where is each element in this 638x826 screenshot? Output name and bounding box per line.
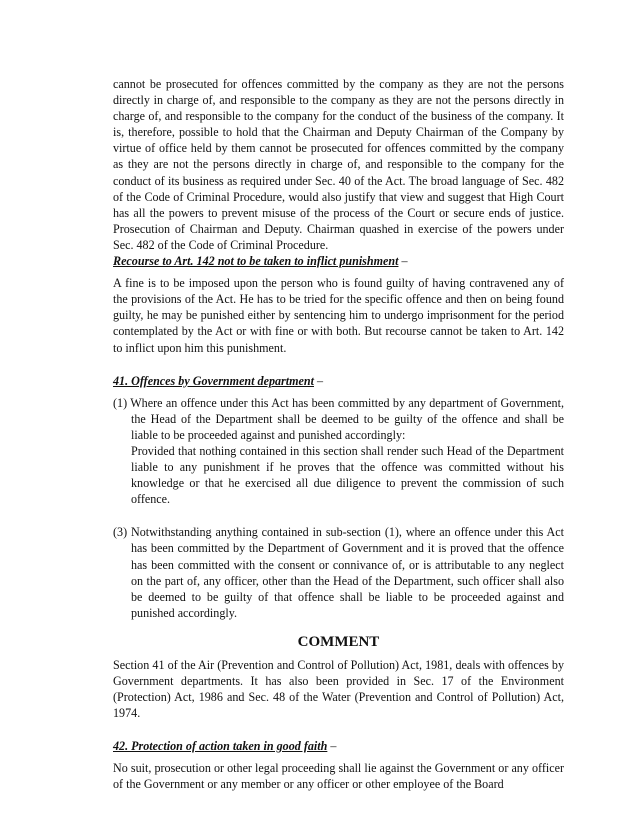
heading-dash: – bbox=[401, 254, 408, 269]
section-41-item-3: (3) Notwithstanding anything contained in sub-section (1), where an offence under this Act has been committed by the Department of Government and it is proved that the offence has been committed with the consent or connivance of, or is attributable to any neglect on the part of, any officer, other than the Head of the Department, such officer shall also be deemed to be guilty of that offence shall be liable to be proceeded against and punished accordingly. bbox=[113, 525, 564, 620]
heading-section-41-text: 41. Offences by Government department bbox=[113, 373, 314, 388]
heading-section-42 bbox=[113, 738, 564, 754]
heading-section-41 bbox=[113, 373, 564, 389]
section-41-item-1: (1) Where an offence under this Act has been committed by any department of Government, the Head of the Department shall be deemed to be guilty of the offence and shall be liable to be proceeded against and punished accordingly: bbox=[113, 395, 564, 442]
heading-section-42-text: 42. Protection of action taken in good faith bbox=[113, 739, 328, 754]
paragraph-fine: A fine is to be imposed upon the person who is found guilty of having contravened any of the provisions of the Act. He has to be tried for the specific offence and then on being found guilty, he may be punished either by sentencing him to undergo imprisonment for the period contemplated by the Act or with fine or with both. But recourse cannot be taken to Art. 142 to inflict upon him this punishment. bbox=[113, 276, 564, 355]
section-41-proviso: Provided that nothing contained in this section shall render such Head of the Department liable to any punishment if he proves that the offence was committed without his knowledge or that he exercised all due diligence to prevent the commission of such offence. bbox=[131, 443, 564, 507]
heading-recourse-art-142 bbox=[113, 253, 564, 269]
heading-recourse-text: Recourse to Art. 142 not to be taken to inflict punishment bbox=[113, 254, 399, 269]
paragraph-section-42: No suit, prosecution or other legal proceeding shall lie against the Government or any officer of the Government or any member or any officer or other employee of the Board bbox=[113, 761, 564, 792]
comment-heading: COMMENT bbox=[297, 633, 380, 650]
comment-body: Section 41 of the Air (Prevention and Control of Pollution) Act, 1981, deals with offences by Government departments. It has also been provided in Sec. 17 of the Environment (Protection) Act, 1986 and Sec. 48 of the Water (Prevention and Control of Pollution) Act, 1974. bbox=[113, 657, 564, 721]
heading-dash: – bbox=[330, 739, 337, 754]
heading-dash: – bbox=[317, 373, 324, 388]
paragraph-company-prosecution: cannot be prosecuted for offences committed by the company as they are not the persons directly in charge of, and responsible to the company as they are not the persons directly in charge of, and responsible to the company for the conduct of the business of the company. It is, therefore, possible to hold that the Chairman and Deputy Chairman of the Company by virtue of office held by them cannot be prosecuted for offences committed by the company as they are not the persons directly in charge of, and responsible to the company for the conduct of its business as required under Sec. 40 of the Act. The broad language of Sec. 482 of the Code of Criminal Procedure, would also justify that view and suggest that High Court has all the powers to prevent misuse of the process of the Court or secure ends of justice. Prosecution of Chairman and Deputy. Chairman quashed in exercise of the powers under Sec. 482 of the Code of Criminal Procedure. bbox=[113, 77, 564, 252]
